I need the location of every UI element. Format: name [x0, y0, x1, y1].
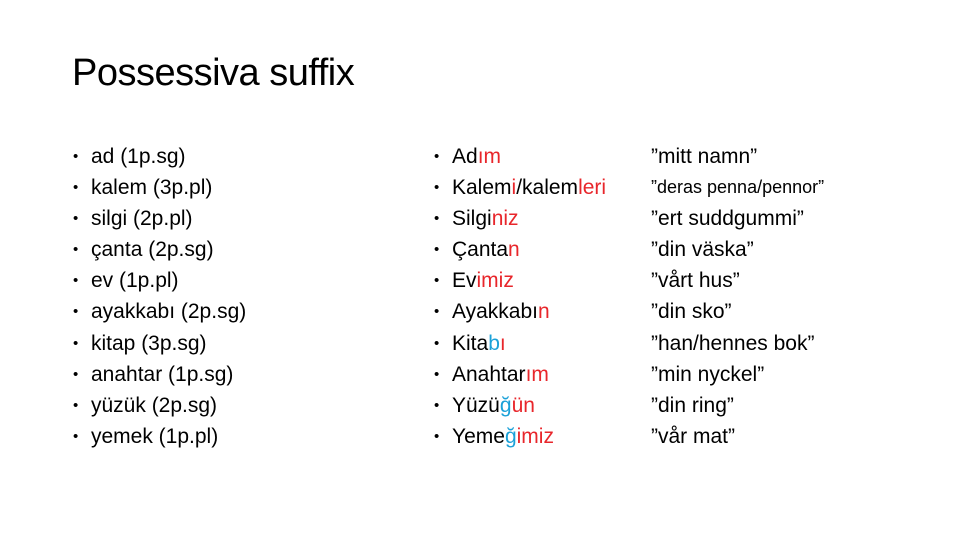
suffix-segment: b — [488, 331, 500, 355]
base-word-text: silgi (2p.pl) — [91, 207, 193, 231]
bullet-icon: • — [434, 241, 440, 259]
translation-item: ”din ring” — [651, 393, 734, 417]
base-word-text: yüzük (2p.sg) — [91, 393, 218, 417]
bullet-icon: • — [434, 396, 440, 414]
base-word-list — [73, 141, 247, 452]
bullet-icon: • — [434, 210, 440, 228]
base-word-text: ayakkabı (2p.sg) — [91, 300, 247, 324]
suffix-segment: n — [508, 238, 520, 262]
translation-item: ”din väska” — [651, 238, 754, 262]
base-word-item — [73, 421, 246, 452]
suffix-segment: niz — [491, 207, 519, 231]
possessive-form-item — [434, 141, 606, 172]
possessive-form-item — [434, 421, 606, 452]
possessive-form-list — [434, 141, 607, 452]
bullet-icon: • — [73, 241, 79, 259]
bullet-icon: • — [73, 365, 79, 383]
possessive-form-item — [434, 172, 607, 203]
stem-segment: Anahtar — [452, 362, 526, 386]
suffix-segment: ğ — [499, 393, 512, 417]
stem-segment: Çanta — [452, 238, 509, 262]
base-word-item — [73, 265, 246, 296]
bullet-icon: • — [434, 272, 440, 290]
stem-segment: Kita — [452, 331, 489, 355]
possessive-form-item — [434, 296, 606, 327]
base-word-text: ev (1p.pl) — [91, 269, 179, 293]
stem-segment: Ad — [452, 145, 478, 168]
base-word-text: ad (1p.sg) — [91, 145, 186, 168]
base-word-item — [73, 296, 247, 327]
bullet-icon: • — [434, 365, 440, 383]
base-word-text: anahtar (1p.sg) — [91, 362, 234, 386]
translation-item: ”ert suddgummi” — [651, 207, 804, 231]
base-word-item — [73, 141, 246, 172]
translation-item: ”han/hennes bok” — [651, 331, 815, 355]
base-word-item — [73, 172, 246, 203]
suffix-segment: n — [538, 300, 550, 324]
suffix-segment: i — [511, 176, 517, 200]
possessive-form-item — [434, 390, 606, 421]
translation-list — [651, 141, 824, 452]
translation-item: ”mitt namn” — [651, 145, 758, 168]
bullet-icon: • — [73, 396, 79, 414]
stem-segment: Yeme — [452, 424, 505, 448]
suffix-segment: ım — [477, 145, 502, 168]
possessive-form-item — [434, 203, 606, 234]
possessive-form-item — [434, 359, 606, 390]
stem-segment: Kalem — [452, 176, 512, 200]
base-word-item — [73, 390, 246, 421]
bullet-icon: • — [73, 272, 79, 290]
possessive-form-item — [434, 265, 606, 296]
stem-segment: Ev — [452, 269, 477, 293]
suffix-segment: ğ — [504, 424, 517, 448]
possessive-form-item — [434, 328, 606, 359]
bullet-icon: • — [73, 179, 79, 197]
stem-segment: Yüzü — [452, 393, 500, 417]
translation-item: ”min nyckel” — [651, 362, 765, 386]
bullet-icon: • — [73, 303, 79, 321]
slide-title: Possessiva suffix — [72, 52, 355, 94]
bullet-icon: • — [73, 210, 79, 228]
suffix-segment: ı — [499, 331, 506, 355]
suffix-segment: ım — [525, 362, 549, 386]
translation-item: ”din sko” — [651, 300, 732, 324]
bullet-icon: • — [73, 334, 79, 352]
base-word-text: çanta (2p.sg) — [91, 238, 214, 262]
suffix-segment: imiz — [516, 424, 554, 448]
stem-segment: /kalem — [516, 176, 579, 200]
suffix-segment: ün — [511, 393, 535, 417]
stem-segment: Silgi — [452, 207, 492, 231]
possessive-form-item — [434, 234, 606, 265]
base-word-item — [73, 203, 246, 234]
bullet-icon: • — [434, 427, 440, 445]
bullet-icon: • — [73, 427, 79, 445]
translation-item: ”vår mat” — [651, 424, 735, 448]
bullet-icon: • — [434, 334, 440, 352]
base-word-item — [73, 328, 246, 359]
stem-segment: Ayakkabı — [452, 300, 538, 324]
bullet-icon: • — [434, 179, 440, 197]
suffix-segment: leri — [578, 176, 607, 200]
base-word-text: kitap (3p.sg) — [91, 331, 207, 355]
base-word-text: yemek (1p.pl) — [91, 424, 219, 448]
bullet-icon: • — [73, 148, 79, 165]
suffix-segment: imiz — [476, 269, 514, 293]
bullet-icon: • — [434, 148, 440, 165]
base-word-item — [73, 359, 246, 390]
translation-item: ”deras penna/pennor” — [651, 177, 825, 198]
base-word-text: kalem (3p.pl) — [91, 176, 213, 200]
base-word-item — [73, 234, 246, 265]
translation-item: ”vårt hus” — [651, 269, 740, 293]
bullet-icon: • — [434, 303, 440, 321]
